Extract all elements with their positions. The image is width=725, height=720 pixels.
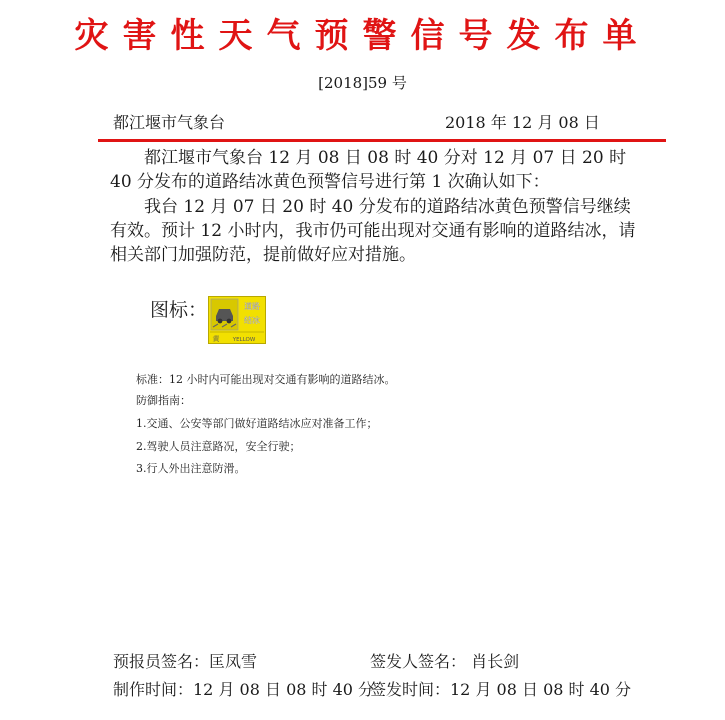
document-title: 灾害性天气预警信号发布单: [74, 16, 651, 56]
road-icing-yellow-warning-icon: [208, 296, 266, 344]
confirmation-paragraph: 都江堰市气象台 12 月 08 日 08 时 40 分对 12 月 07 日 20 时 40 分发布的道路结冰黄色预警信号进行第 1 次确认如下：: [110, 148, 627, 192]
warning-paragraph: 我台 12 月 07 日 20 时 40 分发布的道路结冰黄色预警信号继续有效。预计 12 小时内，我市仍可能出现对交通有影响的道路结冰，请相关部门加强防范，提前做好应对措施。: [110, 197, 636, 265]
guide-item: 3.行人外出注意防滑。: [136, 462, 246, 475]
guide-item: 1.交通、公安等部门做好道路结冰应对准备工作；: [136, 417, 378, 430]
icon-text-top: 道路: [244, 302, 260, 311]
made-time: 制作时间：12 月 08 日 08 时 40 分: [113, 680, 375, 699]
issued-time: 签发时间：12 月 08 日 08 时 40 分: [370, 680, 632, 699]
icon-text-bottom-left: 黄: [212, 335, 220, 343]
forecaster-signature: 预报员签名：匡凤雪: [113, 652, 258, 671]
signer-signature: 签发人签名： 肖长剑: [370, 652, 520, 671]
issuer-name: 都江堰市气象台: [113, 113, 226, 132]
icon-text-bottom-right: YELLOW: [232, 337, 256, 343]
warning-standard: 标准：12 小时内可能出现对交通有影响的道路结冰。: [136, 373, 396, 386]
header-divider: [98, 139, 666, 142]
issue-date: 2018 年 12 月 08 日: [445, 113, 600, 132]
icon-text-middle: 结冰: [244, 316, 260, 325]
guide-item: 2.驾驶人员注意路况，安全行驶；: [136, 440, 301, 453]
document-number: [2018]59 号: [318, 74, 407, 92]
defense-guide-title: 防御指南：: [136, 394, 191, 407]
icon-label: 图标：: [150, 299, 208, 321]
